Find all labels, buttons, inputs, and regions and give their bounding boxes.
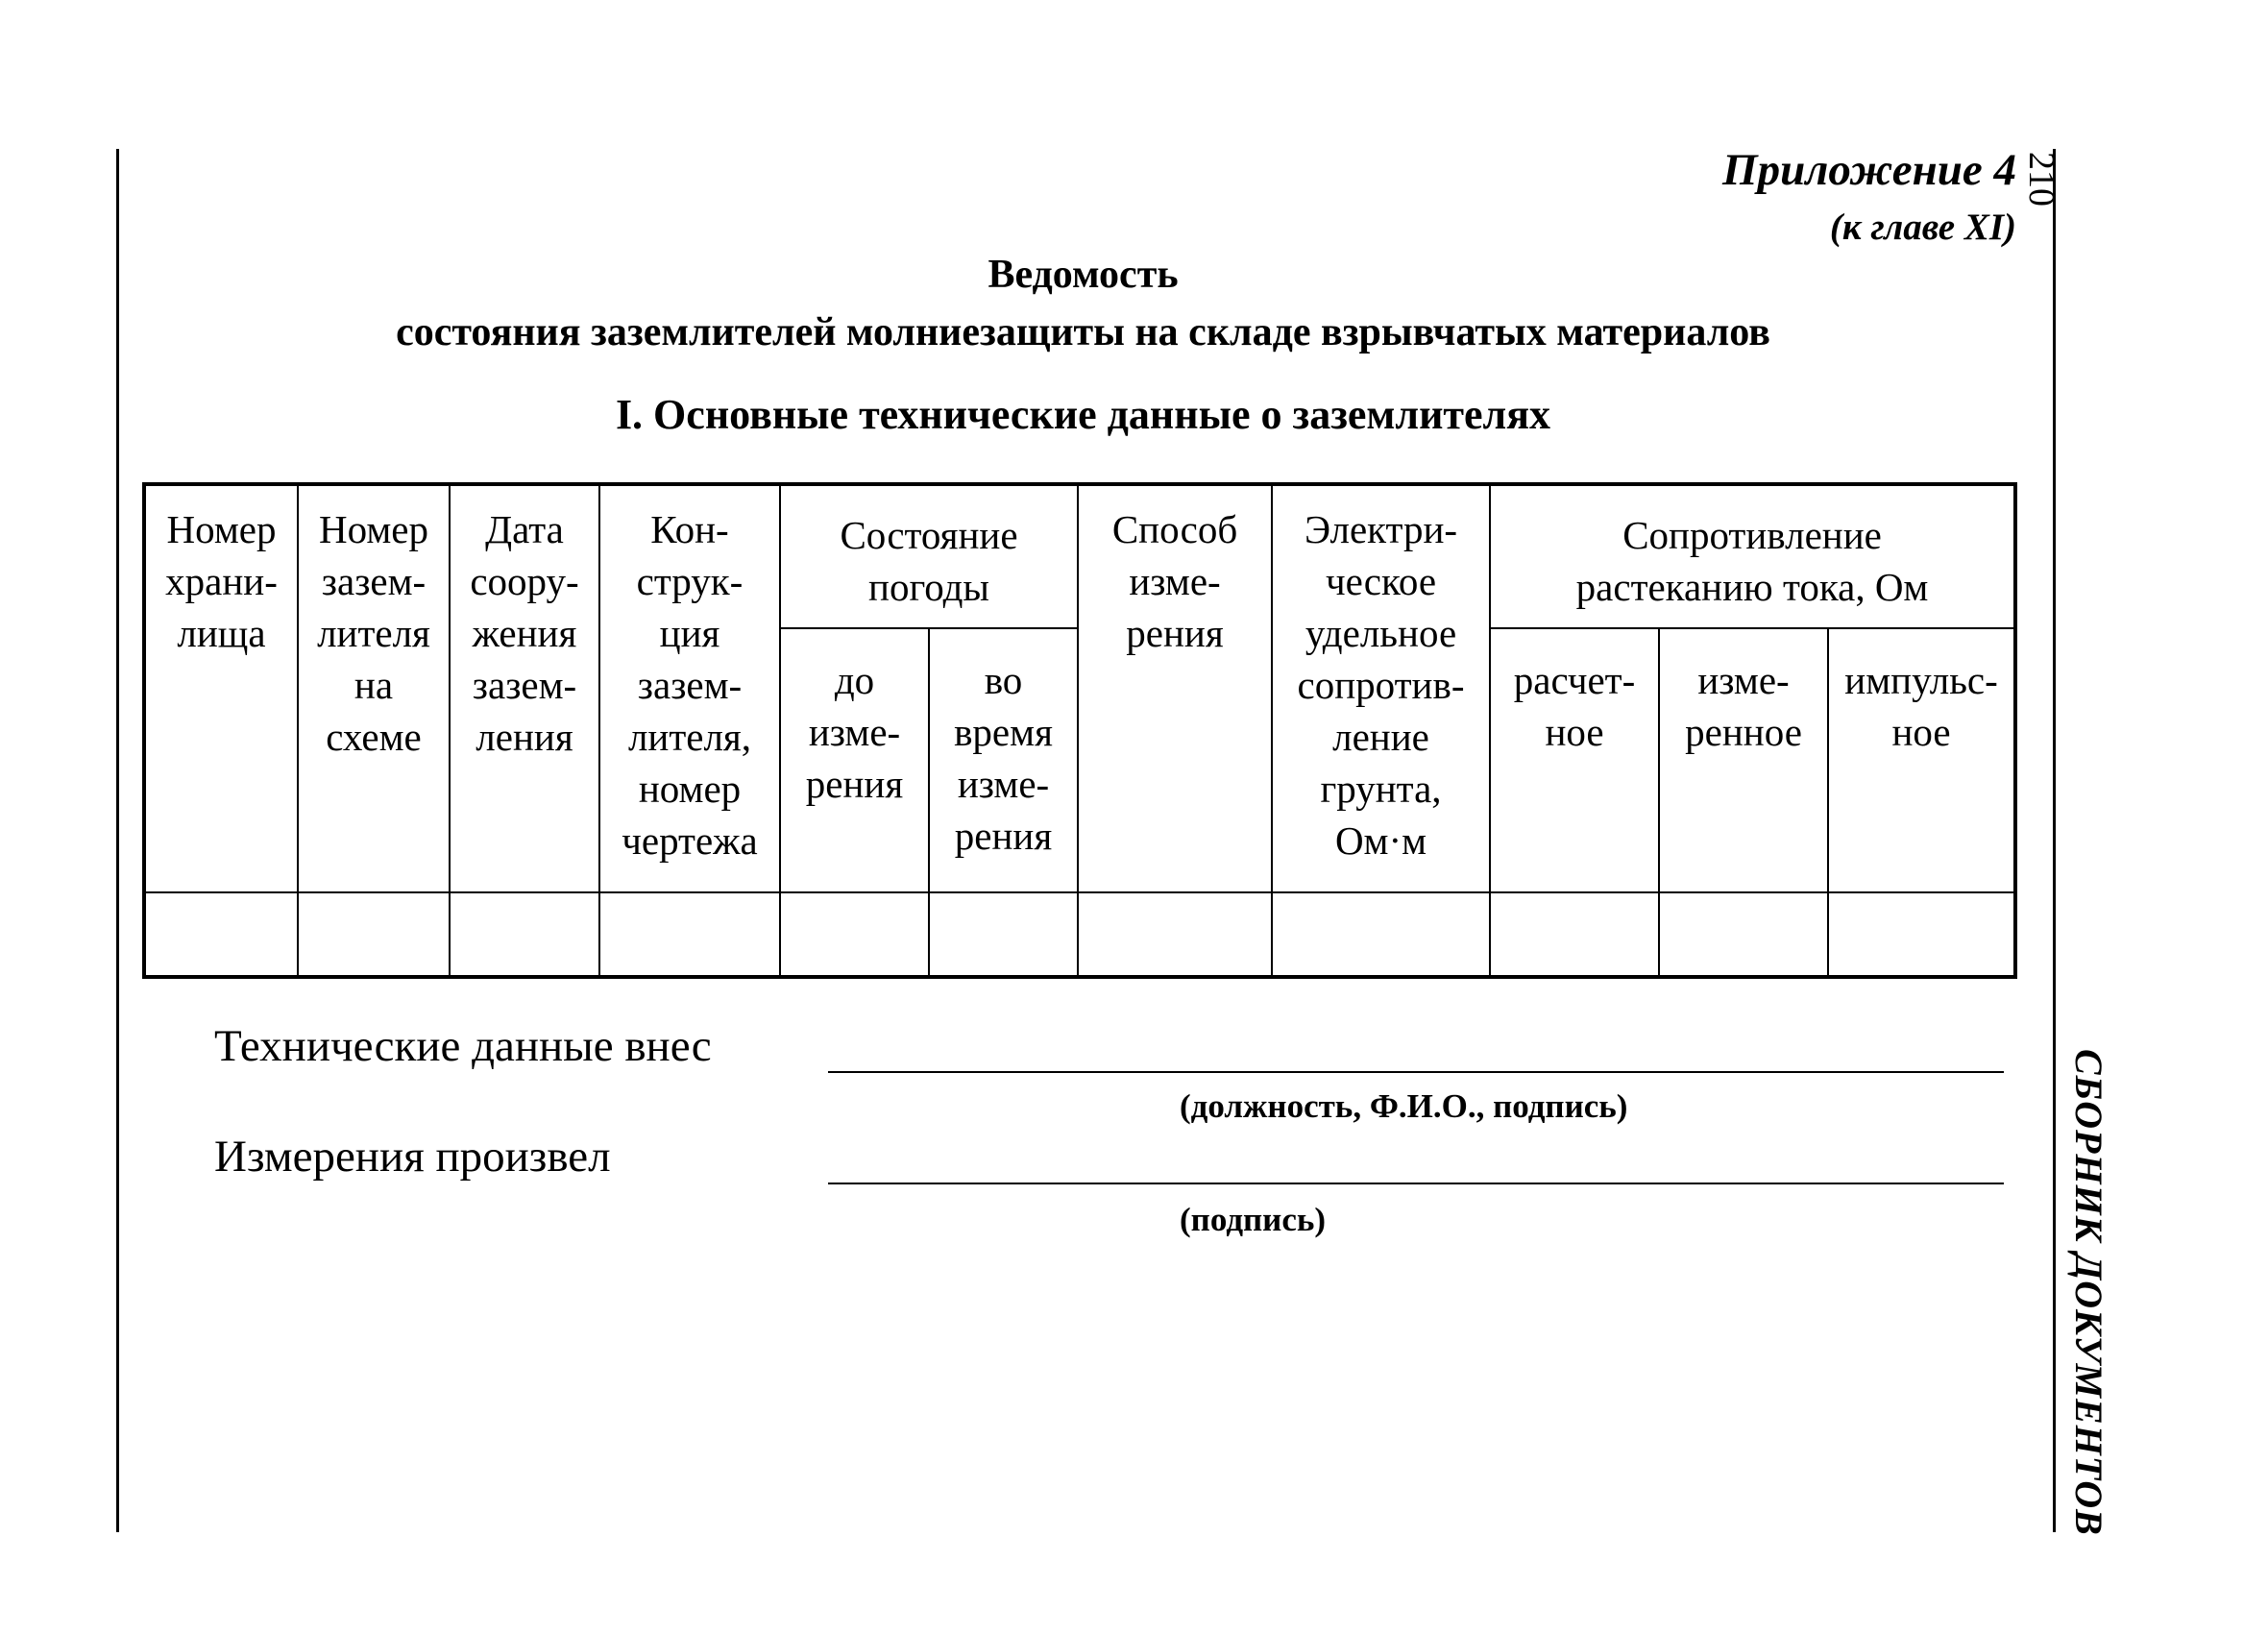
section-heading: I. Основные технические данные о заземлителях (615, 391, 1551, 438)
table-cell (1828, 892, 2015, 977)
col-header-measurement-method: Способ изме- рения (1078, 484, 1272, 892)
table-cell (298, 892, 450, 977)
col-header-resistance-calculated: расчет- ное (1490, 628, 1659, 892)
table-cell (599, 892, 780, 977)
col-header-electrode-number: Номер зазем- лителя на схеме (298, 484, 450, 892)
appendix-reference: (к главе XI) (1829, 207, 2016, 248)
document-title: Ведомость (988, 253, 1179, 297)
right-margin-rule (2053, 149, 2056, 1532)
table-cell (1659, 892, 1828, 977)
document-subtitle: состояния заземлителей молниезащиты на складе взрывчатых материалов (396, 310, 1770, 354)
col-header-resistance-measured: изме- ренное (1659, 628, 1828, 892)
tech-data-signature-caption: (должность, Ф.И.О., подпись) (1180, 1087, 1628, 1125)
table-cell (929, 892, 1078, 977)
left-margin-rule (116, 149, 119, 1532)
table-cell (1490, 892, 1659, 977)
measurements-signature-line (828, 1183, 2004, 1184)
collection-title: СБОРНИК ДОКУМЕНТОВ (2067, 1049, 2110, 1536)
grounding-data-table (142, 482, 2017, 979)
table-cell (1272, 892, 1490, 977)
table-cell (450, 892, 599, 977)
col-header-weather-before: до изме- рения (780, 628, 929, 892)
col-header-soil-resistivity: Электри- ческое удельное сопротив- ление грунта, Ом·м (1272, 484, 1490, 892)
table-row (144, 892, 2015, 977)
table-cell (144, 892, 298, 977)
table-cell (780, 892, 929, 977)
col-header-weather-group: Состояние погоды (780, 484, 1078, 628)
tech-data-signature-line (828, 1071, 2004, 1073)
table-cell (1078, 892, 1272, 977)
page-number: 210 (2021, 152, 2061, 207)
col-header-resistance-group: Сопротивление растеканию тока, Ом (1490, 484, 2015, 628)
measurements-made-label: Измерения произвел (214, 1132, 611, 1182)
col-header-electrode-design: Кон- струк- ция зазем- лителя, номер чертежа (599, 484, 780, 892)
col-header-resistance-impulse: импульс- ное (1828, 628, 2015, 892)
tech-data-entered-label: Технические данные внес (214, 1021, 712, 1071)
col-header-weather-during: во время изме- рения (929, 628, 1078, 892)
col-header-storage-number: Номер храни- лища (144, 484, 298, 892)
col-header-construction-date: Дата соору- жения зазем- ления (450, 484, 599, 892)
measurements-signature-caption: (подпись) (1180, 1201, 1327, 1238)
appendix-title: Приложение 4 (1722, 145, 2016, 195)
